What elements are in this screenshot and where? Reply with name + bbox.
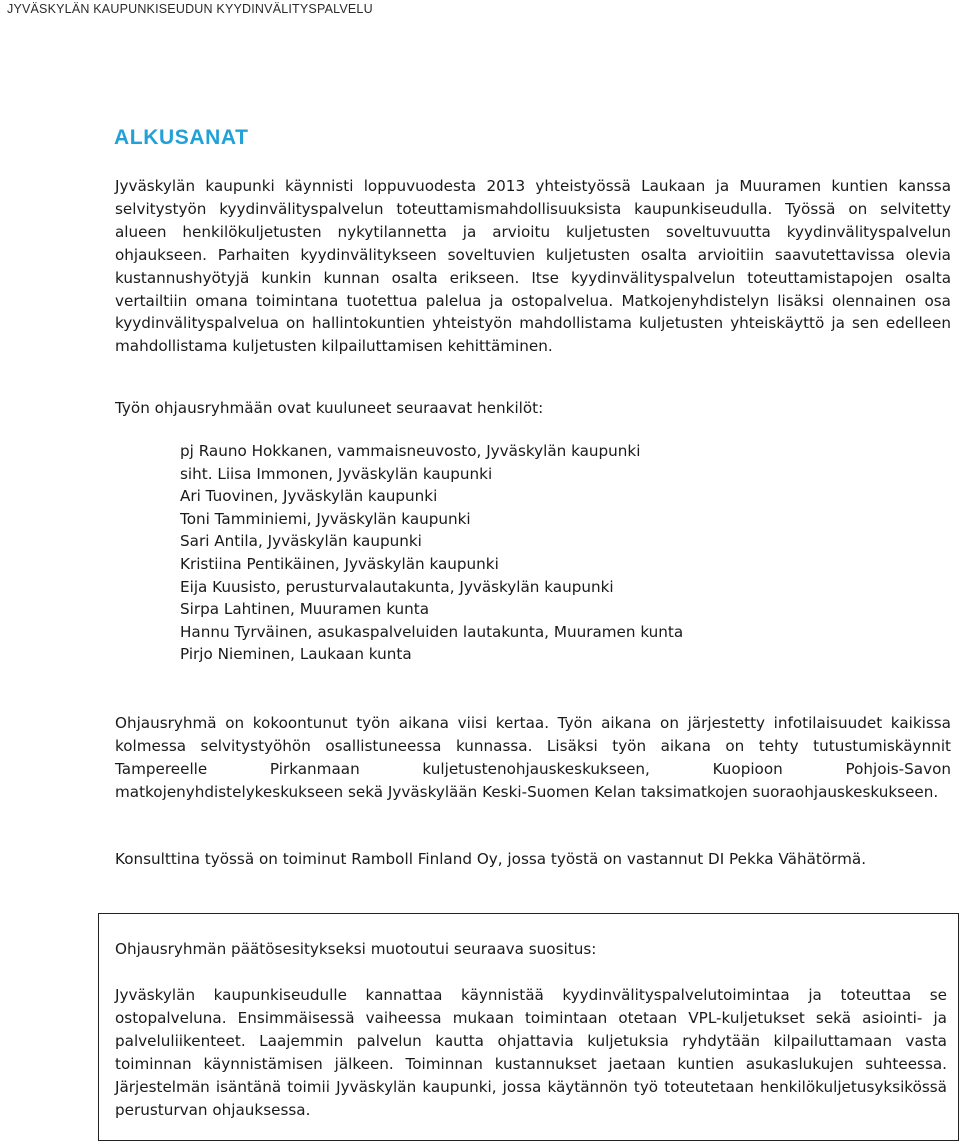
committee-member: siht. Liisa Immonen, Jyväskylän kaupunki [180,464,493,483]
proposal-box [98,913,959,1141]
consultant-text: Konsulttina työssä on toiminut Ramboll Finland Oy, jossa työstä on vastannut DI Pekka Vähätörmä. [115,850,867,868]
committee-member: Sirpa Lahtinen, Muuramen kunta [180,600,430,619]
meetings-text: Ohjausryhmä on kokoontunut työn aikana viisi kertaa. Työn aikana on järjestetty infotilaisuudet kaikissa kolmessa selvitystyöhön osallistuneessa kunnassa. Lisäksi työn aikana on tehty tutustumiskäynnit Tampereelle Pirkanmaan kuljetustenohjauskeskukseen, Kuopioon Pohjois-Savon matkojenyhdistelykeskukseen sekä Jyväskylään Keski-Suomen Kelan taksimatkojen suoraohjauskeskukseen. [115,714,951,801]
running-header: JYVÄSKYLÄN KAUPUNKISEUDUN KYYDINVÄLITYSPALVELU [7,2,373,16]
committee-lead [115,397,951,420]
committee-member: Pirjo Nieminen, Laukaan kunta [180,645,412,664]
intro-paragraph [115,175,951,358]
committee-member-list [180,440,683,666]
proposal-body [115,984,947,1121]
proposal-heading [115,938,947,961]
intro-text: Jyväskylän kaupunki käynnisti loppuvuodesta 2013 yhteistyössä Laukaan ja Muuramen kuntien kanssa selvitystyön kyydinvälityspalvelun toteuttamismahdollisuuksista kaupunkiseudulla. Työssä on selvitetty alueen henkilökuljetusten nykytilannetta ja arvioitu kuljetusten soveltuvuutta kyydinvälityspalvelun ohjaukseen. Parhaiten kyydinvälitykseen soveltuvien kuljetusten osalta arvioitiin saavutettavissa olevia kustannushyötyjä kunkin kunnan osalta erikseen. Itse kyydinvälityspalvelun toteuttamistapojen osalta vertailtiin omana toimintana tuotettua palelua ja ostopalvelua. Matkojenyhdistelyn lisäksi olennainen osa kyydinvälityspalvelua on hallintokuntien yhteistyön mahdollistama kuljetusten yhteiskäyttö ja sen edelleen mahdollistama kuljetusten kilpailuttamisen kehittäminen. [115,177,951,356]
committee-member: Ari Tuovinen, Jyväskylän kaupunki [180,487,438,506]
committee-lead-text: Työn ohjausryhmään ovat kuuluneet seuraavat henkilöt: [115,399,544,417]
committee-member: pj Rauno Hokkanen, vammaisneuvosto, Jyväskylän kaupunki [180,442,641,460]
page-title: ALKUSANAT [114,126,249,149]
committee-member: Eija Kuusisto, perusturvalautakunta, Jyväskylän kaupunki [180,577,614,596]
proposal-body-text: Jyväskylän kaupunkiseudulle kannattaa käynnistää kyydinvälityspalvelutoimintaa ja toteuttaa se ostopalveluna. Ensimmäisessä vaiheessa mukaan toimintaan otetaan VPL-kuljetukset sekä asiointi- ja palveluliikenteet. Laajemmin palvelun kautta ohjattavia kuljetuksia ryhdytään kilpailuttamaan vasta toiminnan käynnistämisen jälkeen. Toiminnan kustannukset jaetaan kuntien asukaslukujen suhteessa. Järjestelmän isäntänä toimii Jyväskylän kaupunki, jossa käytännön työ toteutetaan henkilökuljetusyksikössä perusturvan ohjauksessa. [115,986,947,1119]
proposal-heading-text: Ohjausryhmän päätösesitykseksi muotoutui seuraava suositus: [115,940,597,958]
meetings-paragraph [115,712,951,804]
committee-member: Toni Tamminiemi, Jyväskylän kaupunki [180,509,471,528]
committee-member: Sari Antila, Jyväskylän kaupunki [180,532,422,551]
consultant-paragraph [115,848,951,871]
committee-member: Hannu Tyrväinen, asukaspalveluiden lautakunta, Muuramen kunta [180,622,684,641]
committee-member: Kristiina Pentikäinen, Jyväskylän kaupunki [180,554,499,573]
